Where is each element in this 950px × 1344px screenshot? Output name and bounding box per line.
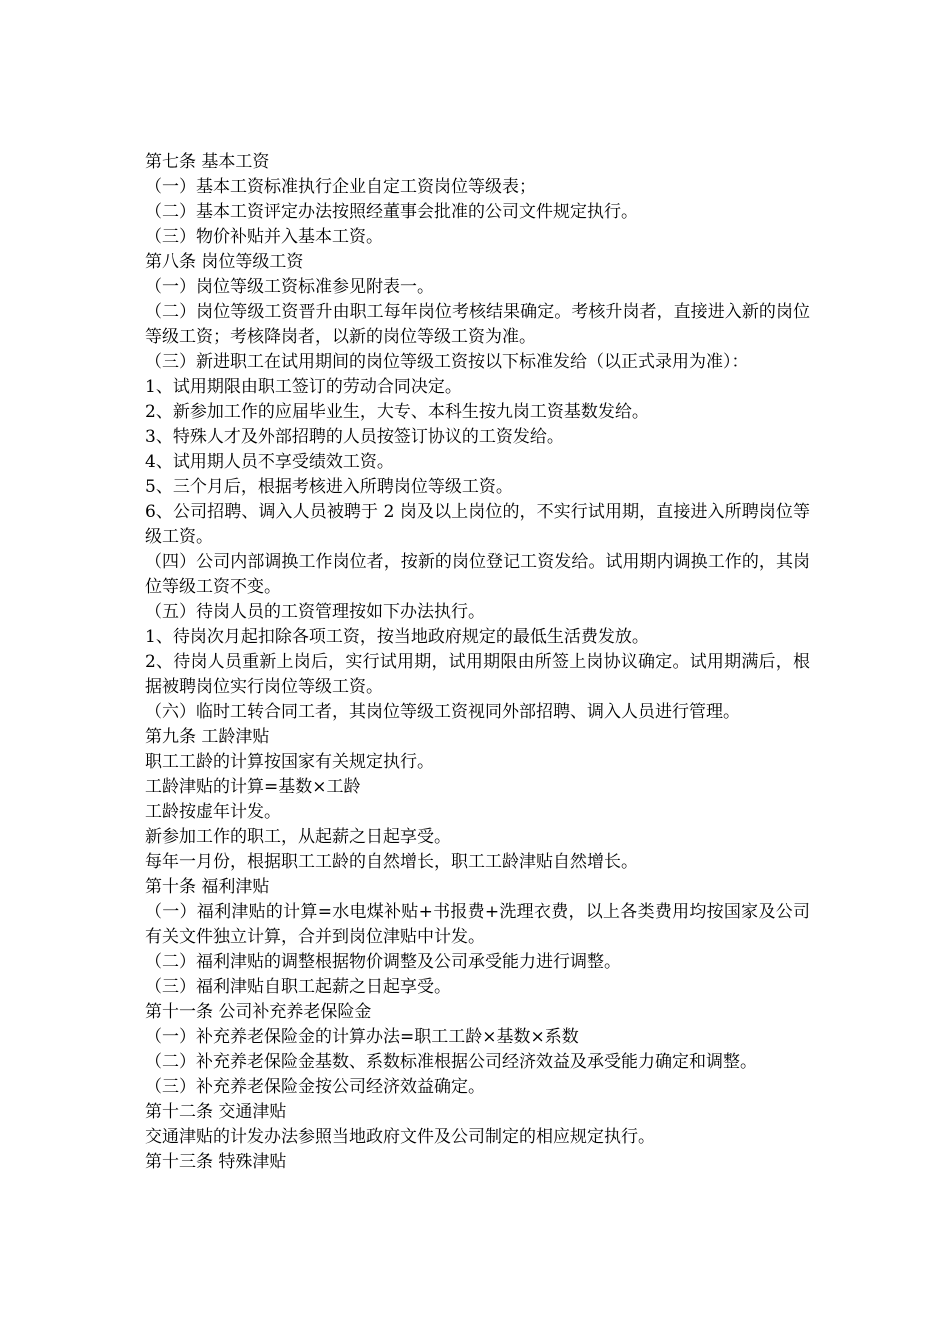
paragraph: （一）岗位等级工资标准参见附表一。 — [145, 277, 434, 297]
paragraph: （三）物价补贴并入基本工资。 — [145, 227, 383, 247]
list-item: 5、三个月后，根据考核进入所聘岗位等级工资。 — [145, 477, 513, 497]
paragraph: 每年一月份，根据职工工龄的自然增长，职工工龄津贴自然增长。 — [145, 852, 638, 872]
article-heading: 第十三条 特殊津贴 — [145, 1152, 287, 1172]
paragraph: （三）福利津贴自职工起薪之日起享受。 — [145, 977, 451, 997]
list-item: 1、试用期限由职工签订的劳动合同决定。 — [145, 377, 462, 397]
paragraph: （二）岗位等级工资晋升由职工每年岗位考核结果确定。考核升岗者，直接进入新的岗位等级工资；考核降岗者，以新的岗位等级工资为准。 — [145, 302, 810, 347]
paragraph: （一）补充养老保险金的计算办法=职工工龄×基数×系数 — [145, 1027, 579, 1047]
list-item: 3、特殊人才及外部招聘的人员按签订协议的工资发给。 — [145, 427, 564, 447]
paragraph: （一）福利津贴的计算=水电煤补贴+书报费+洗理衣费，以上各类费用均按国家及公司有关文件独立计算，合并到岗位津贴中计发。 — [145, 902, 810, 947]
paragraph: （六）临时工转合同工者，其岗位等级工资视同外部招聘、调入人员进行管理。 — [145, 702, 740, 722]
paragraph: （三）新进职工在试用期间的岗位等级工资按以下标准发给（以正式录用为准）： — [145, 352, 749, 372]
article-heading: 第七条 基本工资 — [145, 152, 270, 172]
list-item: 2、待岗人员重新上岗后，实行试用期，试用期限由所签上岗协议确定。试用期满后，根据被聘岗位实行岗位等级工资。 — [145, 652, 810, 697]
paragraph: （一）基本工资标准执行企业自定工资岗位等级表； — [145, 177, 536, 197]
paragraph: （三）补充养老保险金按公司经济效益确定。 — [145, 1077, 485, 1097]
list-item: 4、试用期人员不享受绩效工资。 — [145, 452, 394, 472]
paragraph: （四）公司内部调换工作岗位者，按新的岗位登记工资发给。试用期内调换工作的，其岗位等级工资不变。 — [145, 552, 810, 597]
paragraph: （五）待岗人员的工资管理按如下办法执行。 — [145, 602, 485, 622]
paragraph: 工龄津贴的计算=基数×工龄 — [145, 777, 361, 797]
article-heading: 第九条 工龄津贴 — [145, 727, 270, 747]
list-item: 1、待岗次月起扣除各项工资，按当地政府规定的最低生活费发放。 — [145, 627, 649, 647]
paragraph: 工龄按虚年计发。 — [145, 802, 281, 822]
article-heading: 第八条 岗位等级工资 — [145, 252, 304, 272]
list-item: 6、公司招聘、调入人员被聘于 2 岗及以上岗位的，不实行试用期，直接进入所聘岗位等级工资。 — [145, 502, 810, 547]
article-heading: 第十条 福利津贴 — [145, 877, 270, 897]
paragraph: 交通津贴的计发办法参照当地政府文件及公司制定的相应规定执行。 — [145, 1127, 655, 1147]
paragraph: 职工工龄的计算按国家有关规定执行。 — [145, 752, 434, 772]
paragraph: （二）福利津贴的调整根据物价调整及公司承受能力进行调整。 — [145, 952, 621, 972]
list-item: 2、新参加工作的应届毕业生，大专、本科生按九岗工资基数发给。 — [145, 402, 649, 422]
paragraph: （二）基本工资评定办法按照经董事会批准的公司文件规定执行。 — [145, 202, 638, 222]
paragraph: （二）补充养老保险金基数、系数标准根据公司经济效益及承受能力确定和调整。 — [145, 1052, 757, 1072]
paragraph: 新参加工作的职工，从起薪之日起享受。 — [145, 827, 451, 847]
document-body — [145, 150, 810, 1175]
article-heading: 第十二条 交通津贴 — [145, 1102, 287, 1122]
article-heading: 第十一条 公司补充养老保险金 — [145, 1002, 372, 1022]
